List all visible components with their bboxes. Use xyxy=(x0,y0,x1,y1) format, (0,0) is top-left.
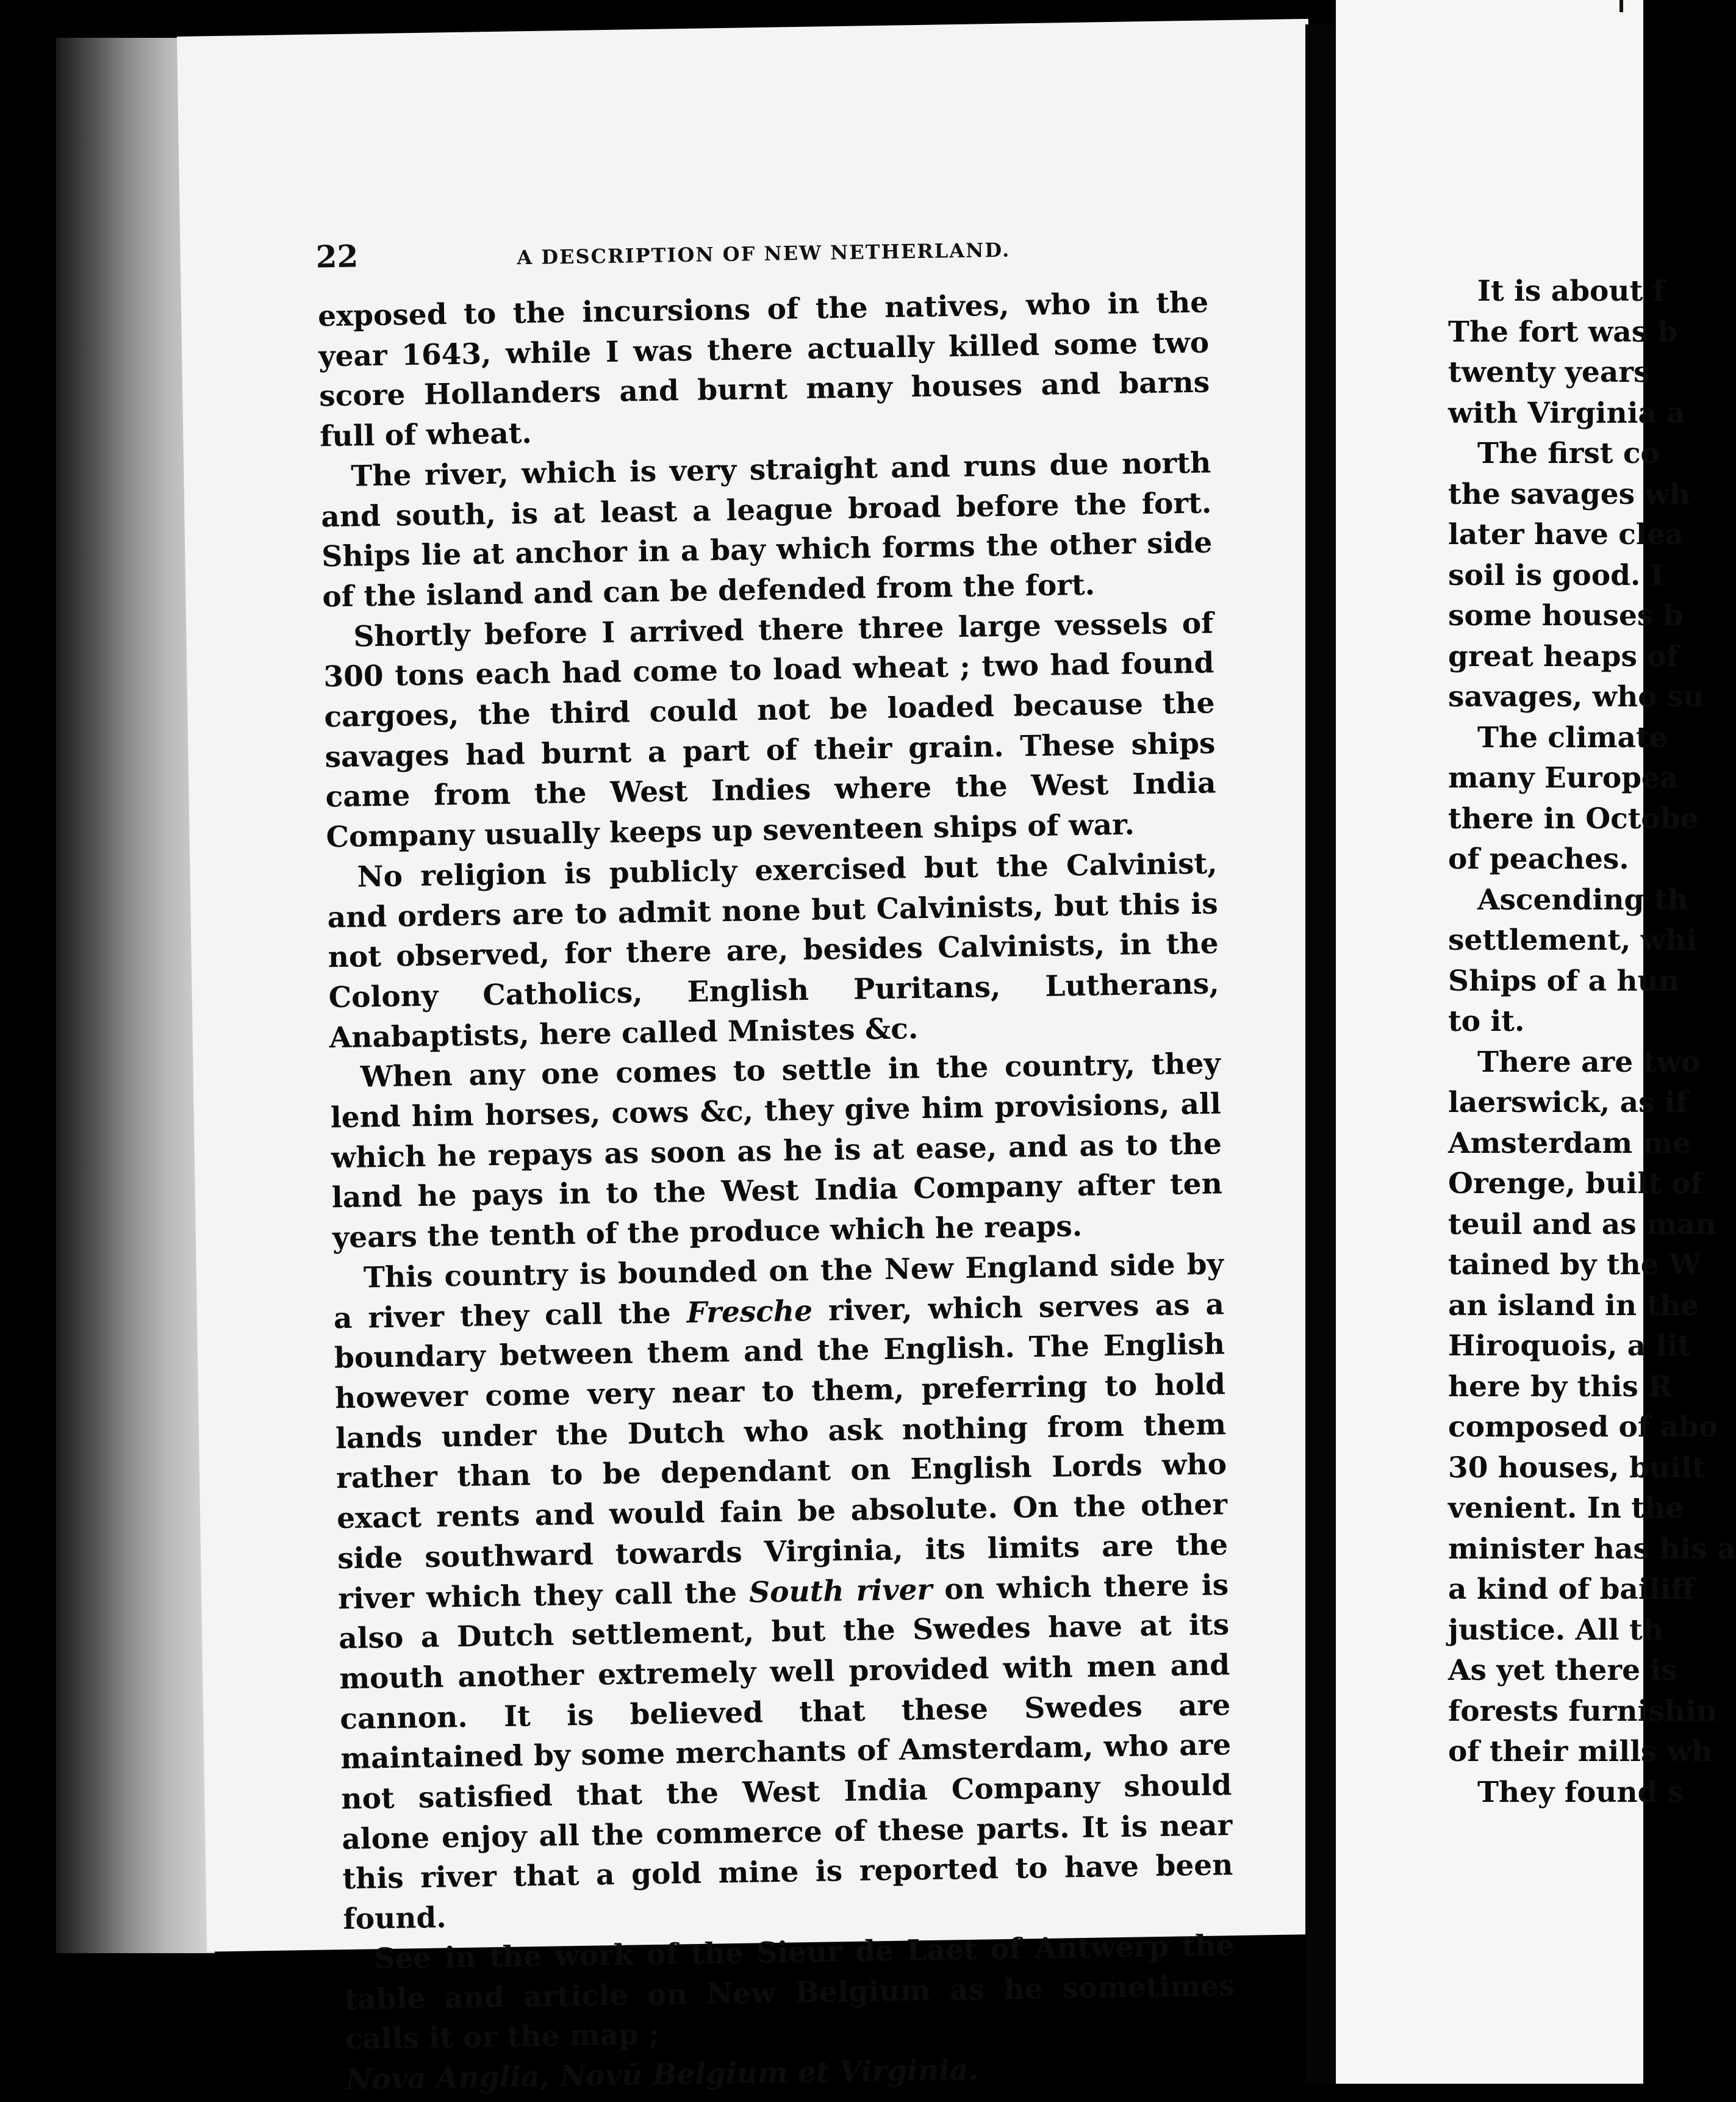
page-number: 22 xyxy=(315,238,359,275)
paragraph-laet: See in the work of the Sieur de Laet of Antwerp the table and article on New Belgium as he sometimes calls it or the map ; xyxy=(344,1928,1235,2057)
right-page-line: great heaps of xyxy=(1448,639,1679,673)
right-page-line: laerswick, as if xyxy=(1448,1086,1688,1119)
fresche-italic: Fresche xyxy=(686,1294,813,1330)
right-page-line: composed of abo xyxy=(1448,1410,1718,1444)
body-text xyxy=(318,282,1236,2100)
map-title-separator: , xyxy=(539,2059,550,2094)
right-page-line: with Virginia a xyxy=(1448,396,1685,430)
right-page-line: The first co xyxy=(1477,437,1660,470)
right-page-line: It is about f xyxy=(1477,274,1665,308)
right-page-line: venient. In the xyxy=(1448,1491,1684,1525)
right-page-line: The climate xyxy=(1477,720,1668,755)
right-page-line: later have clea xyxy=(1448,518,1684,551)
paragraph-boundaries xyxy=(332,1244,1233,1940)
nova-anglia-title: Nova Anglia xyxy=(345,2060,540,2097)
right-page-line: 30 houses, built xyxy=(1448,1451,1706,1485)
right-page-line: many Europea xyxy=(1448,761,1679,795)
right-page-header-fragment xyxy=(1619,0,1623,12)
boundary-text-3: on which there is also a Dutch settlement, but the Swedes have at its mouth another extremely well provided with men and cannon. It is believed that these Swedes are maintained by some merchants of Amsterdam, who are not satisfied that the West India Company should alone enjoy all the commerce of these parts. It is near this river that a gold mine is reported to have been found. xyxy=(338,1568,1233,1937)
right-page-line: of their mills wh xyxy=(1448,1735,1713,1768)
right-page-line: an island in the xyxy=(1448,1288,1699,1322)
paragraph-settlers: When any one comes to settle in the country, they lend him horses, cows &c, they give him provisions, all which he repays as soon as he is at ease, and as to the land he pays in to the West India Company after ten years the tenth of the produce which he reaps. xyxy=(330,1047,1223,1255)
right-page-line: The fort was b xyxy=(1448,315,1678,349)
right-page-line: As yet there is xyxy=(1448,1654,1677,1687)
right-page-line: They found s xyxy=(1477,1775,1684,1809)
right-page-line: the savages wh xyxy=(1448,477,1691,511)
boundary-text-1: This country is bounded on the New England side by a river they call the xyxy=(333,1247,1224,1335)
right-page-line: a kind of bailiff xyxy=(1448,1573,1695,1606)
right-page-line: Orenge, built of xyxy=(1448,1167,1703,1200)
right-page-line: of peaches. xyxy=(1448,842,1629,876)
running-head: A DESCRIPTION OF NEW NETHERLAND. xyxy=(517,238,1011,270)
right-page-text xyxy=(1448,271,1736,1813)
boundary-text-2: river, which serves as a boundary between them and the English. The English however come very near to them, preferring to hold lands under the Dutch who ask nothing from them rather than to be dependant on English Lords who exact rents and would fain be absolute. On the other side southward towards Virginia, its limits are the river which they call the xyxy=(334,1287,1228,1616)
right-page-line: savages, who su xyxy=(1448,680,1704,714)
right-page-line: tained by the W xyxy=(1448,1248,1701,1282)
right-page-line: forests furnishin xyxy=(1448,1694,1718,1728)
right-page-line: there in Octobe xyxy=(1448,802,1699,836)
right-page-line: minister has his a xyxy=(1448,1532,1736,1566)
left-page xyxy=(177,19,1338,2097)
right-page-line: here by this R xyxy=(1448,1369,1673,1404)
right-page-line: teuil and as man xyxy=(1448,1207,1716,1241)
right-page-line: to it. xyxy=(1448,1005,1525,1038)
right-page-line: Hiroquois, a lit xyxy=(1448,1329,1691,1363)
right-page-line: settlement, whi xyxy=(1448,924,1698,957)
right-page-line: soil is good. I xyxy=(1448,558,1664,592)
paragraph-vessels: Shortly before I arrived there three large vessels of 300 tons each had come to load wheat ; two had found cargoes, the third could not be loaded because the savages had burnt a part of their grain. These ships came from the West Indies where the West India Company usually keeps up seventeen ships of war. xyxy=(323,606,1216,855)
right-page-line: justice. All th xyxy=(1448,1613,1663,1647)
right-page-line: There are two xyxy=(1477,1045,1701,1079)
page-header xyxy=(315,225,1170,274)
novu-belgium-title: Novū Belgium et Virginia. xyxy=(559,2053,979,2093)
book-gutter xyxy=(1305,24,1339,2084)
right-page-line: twenty years xyxy=(1448,356,1650,389)
right-page-line: Ships of a hun xyxy=(1448,964,1679,998)
right-page-line: Ascending th xyxy=(1477,883,1688,917)
right-page-line: Amsterdam me xyxy=(1448,1126,1691,1160)
paragraph-religion: No religion is publicly exercised but the Calvinist, and orders are to admit none but Calvinists, but this is not observed, for there are, besides Calvinists, in the Colony Catholics, English Puritans, Lutherans, Anabaptists, here called Mnistes &c. xyxy=(327,847,1220,1055)
right-page-line: some houses b xyxy=(1448,599,1684,633)
paragraph-river: The river, which is very straight and runs due north and south, is at least a league broad before the fort. Ships lie at anchor in a bay which forms the other side of the island and can be defended from the fort. xyxy=(320,446,1213,614)
paragraph-continued: exposed to the incursions of the natives, who in the year 1643, while I was there actually killed some two score Hollanders and burnt many houses and barns full of wheat. xyxy=(317,285,1210,454)
south-river-italic: South river xyxy=(748,1573,933,1610)
